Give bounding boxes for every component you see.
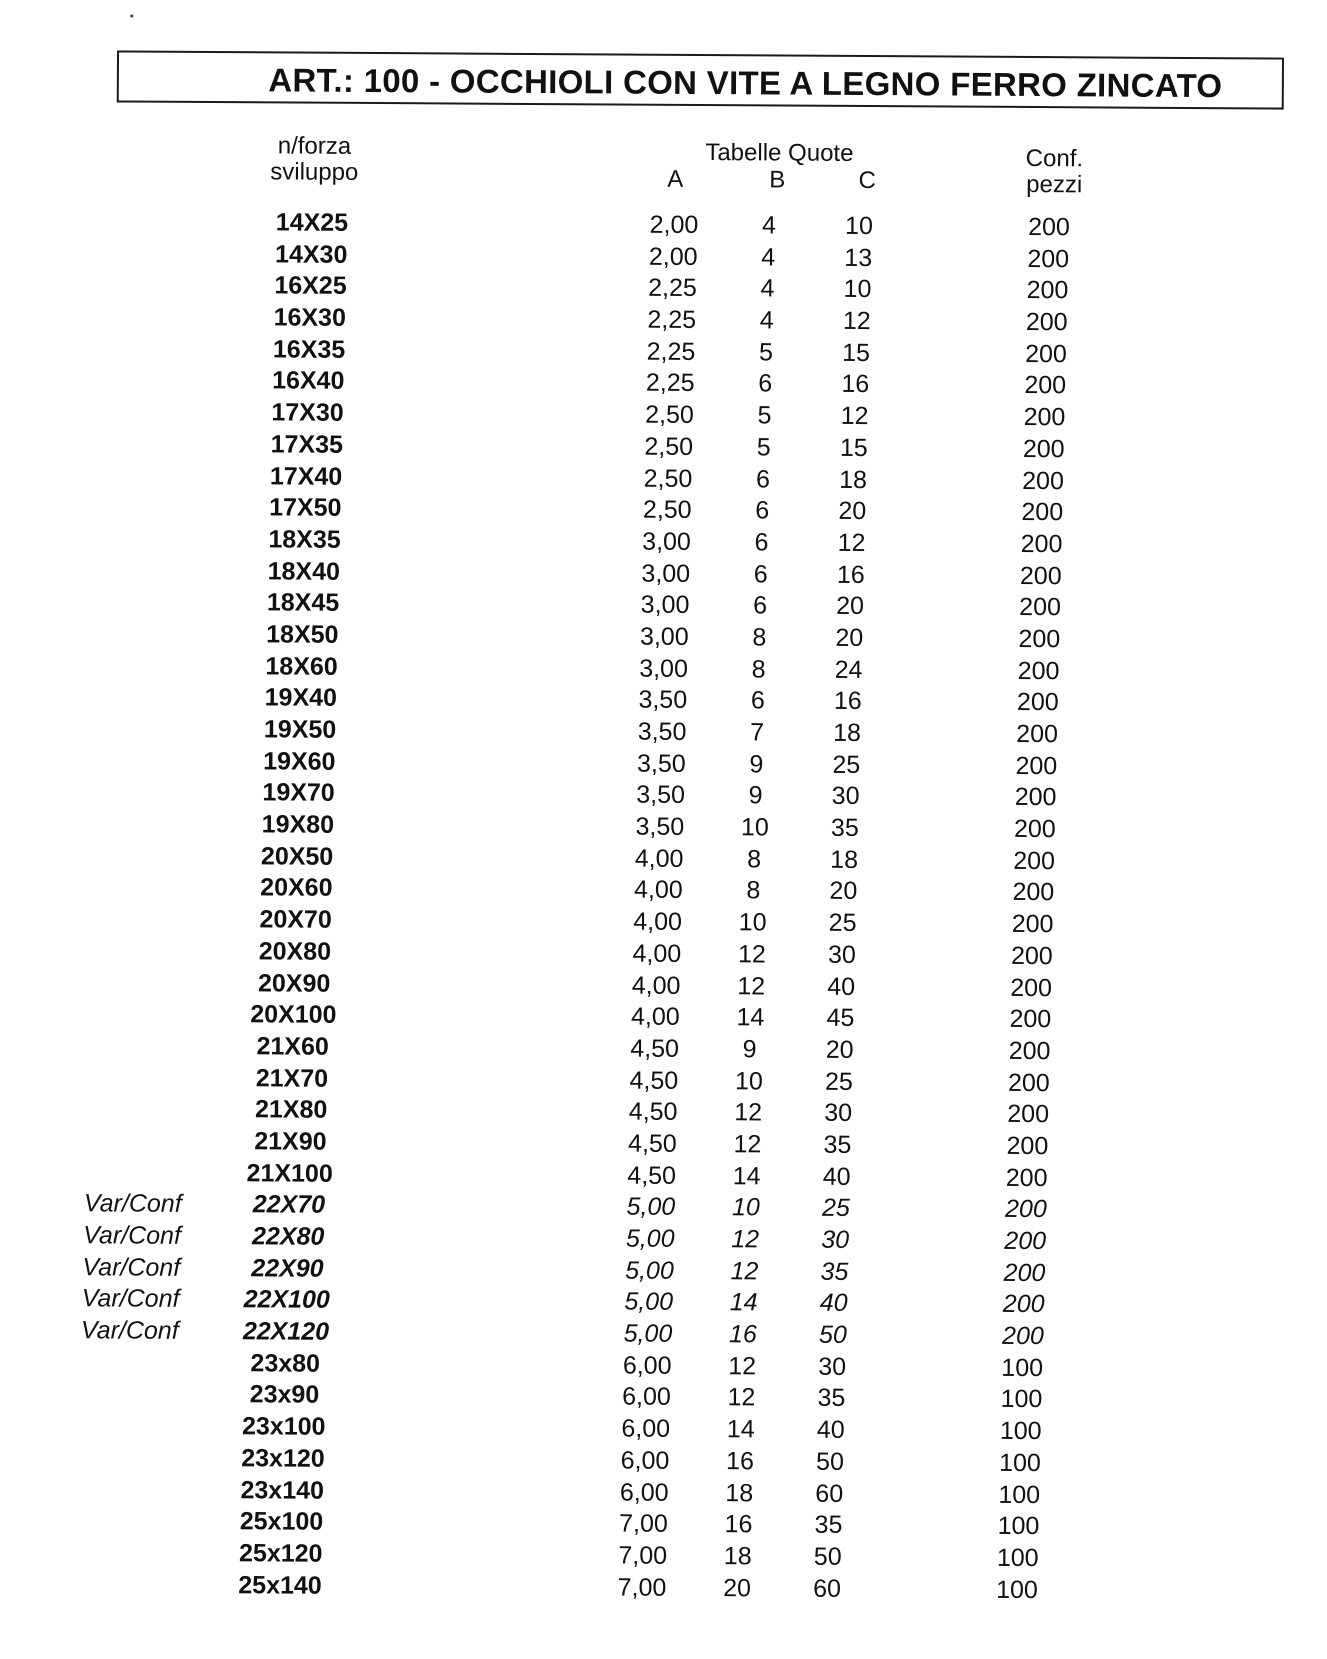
dim-c-cell: 10 — [843, 275, 872, 304]
pack-qty-cell: 200 — [1013, 846, 1056, 875]
size-cell: 16X35 — [272, 335, 346, 364]
dim-c-cell: 25 — [832, 750, 861, 779]
dim-b-cell: 9 — [742, 1035, 757, 1064]
dim-a-cell: 6,00 — [622, 1382, 671, 1412]
pack-qty-cell: 100 — [999, 1448, 1041, 1477]
variant-note — [107, 206, 217, 207]
dim-c-cell: 15 — [839, 433, 868, 462]
dim-b-cell: 12 — [730, 1256, 759, 1286]
size-cell: 18X50 — [266, 620, 339, 649]
dim-b-cell: 16 — [726, 1446, 754, 1476]
dim-b-cell: 4 — [761, 211, 777, 240]
dim-b-cell: 12 — [727, 1383, 756, 1412]
dim-c-cell: 30 — [827, 940, 856, 969]
pack-qty-cell: 100 — [1001, 1353, 1044, 1382]
dim-b-cell: 6 — [753, 559, 768, 588]
variant-note — [99, 555, 209, 556]
dim-a-cell: 5,00 — [625, 1224, 675, 1253]
dim-c-cell: 18 — [830, 845, 859, 874]
size-cell: 22X80 — [251, 1222, 325, 1251]
pack-qty-cell: 200 — [1005, 1163, 1048, 1192]
pack-qty-cell: 200 — [1016, 688, 1059, 717]
size-cell: 20X80 — [258, 937, 332, 966]
pack-qty-cell: 200 — [1016, 719, 1059, 749]
variant-note — [79, 1410, 189, 1411]
dim-c-cell: 40 — [816, 1415, 845, 1445]
dim-c-cell: 20 — [825, 1035, 854, 1064]
dim-a-cell: 2,25 — [646, 337, 696, 366]
pack-qty-cell: 100 — [997, 1512, 1040, 1541]
col-c-header: C — [858, 166, 877, 195]
dim-a-cell: 4,50 — [630, 1034, 680, 1063]
dim-a-cell: 3,00 — [639, 654, 689, 683]
pack-qty-cell: 200 — [1013, 814, 1056, 844]
pack-qty-cell: 200 — [1020, 529, 1063, 559]
pack-qty-cell: 100 — [998, 1480, 1041, 1509]
variant-note — [94, 745, 204, 746]
dim-c-cell: 25 — [824, 1067, 853, 1096]
variant-note — [103, 396, 213, 397]
size-cell: 20X50 — [260, 842, 334, 871]
size-cell: 19X40 — [264, 683, 338, 713]
dim-c-cell: 35 — [830, 813, 859, 843]
dim-a-cell: 3,50 — [637, 717, 687, 746]
pack-qty-cell: 200 — [1003, 1258, 1046, 1287]
size-cell: 23x100 — [241, 1412, 326, 1441]
variant-note — [93, 808, 203, 809]
variant-note — [104, 333, 214, 334]
size-cell: 18X35 — [268, 525, 341, 554]
pack-qty-cell: 200 — [1025, 308, 1068, 337]
dim-b-cell: 8 — [747, 845, 762, 874]
size-cell: 17X35 — [270, 430, 344, 459]
pack-qty-cell: 200 — [1021, 498, 1064, 527]
dim-b-cell: 12 — [737, 940, 766, 969]
pack-qty-cell: 100 — [996, 1543, 1039, 1572]
pack-qty-cell: 200 — [1012, 878, 1055, 907]
dim-b-cell: 10 — [734, 1066, 763, 1095]
dim-c-cell: 12 — [840, 401, 869, 431]
dim-a-cell: 3,00 — [642, 527, 691, 556]
dim-c-cell: 35 — [823, 1130, 852, 1159]
pack-qty-cell: 200 — [1014, 783, 1057, 812]
dim-a-cell: 2,25 — [645, 369, 695, 398]
variant-note — [80, 1379, 190, 1380]
dim-c-cell: 12 — [842, 306, 871, 336]
size-cell: 17X30 — [271, 398, 344, 427]
dim-c-cell: 35 — [814, 1510, 843, 1540]
variant-note — [77, 1505, 187, 1506]
pack-qty-cell: 200 — [1024, 371, 1067, 400]
dim-b-cell: 12 — [737, 971, 766, 1000]
size-cell: 22X120 — [242, 1317, 330, 1346]
pack-qty-cell: 200 — [1010, 941, 1053, 970]
variant-note — [87, 1062, 197, 1063]
dim-b-cell: 5 — [758, 338, 774, 367]
col-a-header: A — [667, 165, 684, 193]
dim-c-cell: 20 — [835, 623, 864, 652]
dim-b-cell: 8 — [746, 876, 761, 905]
dim-c-cell: 35 — [820, 1257, 849, 1286]
dim-c-cell: 60 — [813, 1574, 842, 1603]
dim-b-cell: 14 — [732, 1161, 761, 1191]
dim-b-cell: 12 — [731, 1225, 760, 1254]
size-cell: 18X60 — [265, 651, 338, 681]
scan-speck — [130, 15, 133, 18]
dim-c-cell: 50 — [813, 1542, 842, 1571]
pack-qty-cell: 200 — [1025, 339, 1067, 368]
variant-note: Var/Conf — [83, 1221, 182, 1250]
page-title: ART.: 100 - OCCHIOLI CON VITE A LEGNO FERRO ZINCATO — [268, 61, 1223, 105]
dim-a-cell: 2,00 — [648, 242, 698, 271]
dim-a-cell: 7,00 — [618, 1541, 668, 1570]
size-cell: 14X30 — [275, 240, 348, 269]
quote-header: Tabelle Quote — [705, 139, 854, 167]
dim-a-cell: 4,50 — [628, 1129, 677, 1158]
dim-b-cell: 5 — [756, 433, 771, 462]
dim-c-cell: 35 — [817, 1384, 846, 1413]
variant-note — [86, 1125, 196, 1126]
variant-note — [85, 1157, 195, 1158]
product-table — [0, 206, 1326, 1608]
size-cell: 22X100 — [243, 1285, 330, 1315]
conf-header — [1009, 146, 1099, 199]
dim-c-cell: 40 — [819, 1289, 848, 1318]
variant-note: Var/Conf — [82, 1252, 181, 1282]
size-cell: 21X80 — [254, 1095, 328, 1124]
dim-a-cell: 3,50 — [638, 685, 688, 715]
size-cell: 17X40 — [269, 461, 343, 491]
size-cell: 14X25 — [275, 208, 349, 237]
size-cell: 17X50 — [269, 493, 342, 523]
dim-a-cell: 7,00 — [619, 1509, 668, 1539]
size-cell: 16X40 — [272, 366, 345, 396]
pack-qty-cell: 200 — [1008, 1036, 1051, 1066]
dim-a-cell: 2,50 — [644, 432, 694, 461]
pack-qty-cell: 200 — [1004, 1226, 1047, 1256]
size-cell: 23x90 — [249, 1380, 320, 1410]
dim-b-cell: 18 — [725, 1478, 754, 1507]
variant-note — [101, 460, 211, 461]
variant-note — [76, 1537, 186, 1538]
dim-b-cell: 14 — [729, 1288, 758, 1317]
pack-qty-cell: 200 — [1028, 213, 1070, 242]
dim-c-cell: 30 — [824, 1099, 853, 1128]
size-cell: 20X60 — [260, 873, 333, 903]
size-cell: 22X90 — [251, 1253, 324, 1283]
pack-qty-cell: 200 — [1022, 434, 1065, 464]
variant-note — [88, 1030, 198, 1031]
dim-c-cell: 50 — [816, 1447, 844, 1476]
dim-c-cell: 16 — [833, 687, 862, 716]
dim-b-cell: 8 — [751, 654, 766, 684]
size-cell: 23x80 — [250, 1349, 321, 1378]
dim-b-cell: 10 — [738, 908, 767, 937]
variant-note — [97, 650, 207, 651]
dim-c-cell: 30 — [821, 1225, 850, 1254]
dim-b-cell: 16 — [724, 1510, 753, 1539]
pack-qty-cell: 200 — [1017, 656, 1060, 685]
dim-b-cell: 6 — [750, 686, 765, 715]
dim-b-cell: 20 — [723, 1573, 752, 1602]
dim-a-cell: 4,50 — [628, 1097, 678, 1127]
variant-note — [78, 1442, 188, 1443]
variant-note — [100, 523, 210, 524]
size-cell: 19X50 — [263, 715, 337, 744]
variant-note: Var/Conf — [83, 1189, 182, 1219]
table-row — [0, 1568, 1294, 1608]
dim-b-cell: 12 — [734, 1098, 763, 1127]
dim-c-cell: 40 — [822, 1162, 851, 1191]
pack-qty-cell: 200 — [1007, 1100, 1050, 1129]
dim-c-cell: 30 — [831, 782, 860, 811]
dim-c-cell: 18 — [833, 718, 862, 747]
dim-c-cell: 30 — [818, 1352, 847, 1381]
size-cell: 22X70 — [252, 1190, 326, 1220]
dim-c-cell: 60 — [815, 1479, 844, 1508]
size-cell: 19X80 — [261, 810, 335, 839]
pack-qty-cell: 100 — [1000, 1385, 1043, 1414]
dim-b-cell: 14 — [736, 1003, 765, 1032]
dim-a-cell: 2,50 — [643, 464, 693, 493]
variant-note — [94, 777, 204, 778]
dim-a-cell: 6,00 — [620, 1446, 670, 1475]
dim-b-cell: 7 — [750, 718, 765, 747]
dim-b-cell: 8 — [752, 623, 767, 652]
dim-b-cell: 10 — [740, 813, 769, 842]
pack-qty-cell: 200 — [1004, 1195, 1047, 1224]
size-cell: 25x100 — [239, 1507, 324, 1536]
variant-note: Var/Conf — [80, 1316, 179, 1345]
variant-note — [80, 1347, 190, 1348]
dim-a-cell: 6,00 — [619, 1478, 669, 1507]
dim-a-cell: 2,50 — [642, 495, 692, 525]
size-cell: 18X40 — [267, 556, 341, 586]
pack-qty-cell: 200 — [1019, 593, 1062, 622]
dim-a-cell: 3,50 — [635, 812, 685, 841]
variant-note — [103, 365, 213, 366]
pack-qty-cell: 200 — [1002, 1290, 1045, 1319]
variant-note — [97, 618, 207, 619]
dim-a-cell: 3,00 — [639, 622, 689, 651]
dim-a-cell: 6,00 — [622, 1351, 672, 1380]
variant-note — [96, 682, 206, 683]
dim-a-cell: 6,00 — [621, 1414, 671, 1443]
col-b-header: B — [769, 166, 786, 194]
dim-b-cell: 9 — [749, 750, 764, 779]
size-cell: 20X90 — [257, 968, 331, 998]
size-cell: 18X45 — [266, 588, 340, 618]
pack-qty-cell: 100 — [996, 1575, 1038, 1604]
dim-b-cell: 12 — [728, 1351, 757, 1381]
dim-b-cell: 10 — [731, 1193, 760, 1222]
dim-a-cell: 4,00 — [631, 971, 681, 1000]
dim-a-cell: 4,00 — [633, 907, 683, 937]
dim-a-cell: 2,00 — [649, 210, 699, 239]
variant-note — [91, 903, 201, 904]
dim-c-cell: 15 — [842, 338, 871, 367]
dim-c-cell: 40 — [827, 972, 856, 1001]
size-cell: 21X70 — [255, 1063, 329, 1093]
dim-a-cell: 4,00 — [634, 844, 684, 873]
variant-note — [98, 587, 208, 588]
size-header-line1: n/forza — [277, 132, 352, 160]
pack-qty-cell: 200 — [1015, 751, 1058, 780]
variant-note — [100, 492, 210, 493]
dim-a-cell: 2,25 — [648, 274, 697, 303]
dim-b-cell: 18 — [723, 1542, 752, 1571]
dim-b-cell: 4 — [761, 243, 776, 272]
variant-note — [92, 840, 202, 841]
pack-qty-cell: 100 — [999, 1416, 1042, 1446]
dim-b-cell: 12 — [733, 1130, 762, 1159]
dim-c-cell: 20 — [836, 592, 865, 621]
title-box — [117, 50, 1284, 109]
dim-a-cell: 4,00 — [632, 939, 682, 968]
variant-note — [90, 935, 200, 936]
variant-note — [91, 872, 201, 873]
variant-note — [89, 967, 199, 968]
dim-c-cell: 50 — [818, 1320, 847, 1349]
variant-note — [86, 1094, 196, 1095]
variant-note — [95, 713, 205, 714]
pack-qty-cell: 200 — [1006, 1131, 1049, 1161]
dim-c-cell: 25 — [828, 908, 857, 938]
size-cell: 25x120 — [238, 1539, 323, 1568]
size-cell: 19X60 — [263, 747, 336, 776]
dim-b-cell: 6 — [758, 369, 773, 398]
pack-qty-cell: 200 — [1011, 910, 1054, 939]
variant-note: Var/Conf — [81, 1284, 180, 1314]
dim-c-cell: 12 — [837, 528, 866, 557]
size-header-line2: sviluppo — [270, 158, 359, 186]
variant-note — [106, 270, 216, 271]
dim-a-cell: 3,00 — [640, 590, 690, 620]
dim-b-cell: 5 — [757, 401, 772, 430]
dim-c-cell: 20 — [829, 877, 858, 906]
dim-a-cell: 3,50 — [636, 749, 686, 778]
dim-a-cell: 5,00 — [624, 1287, 674, 1317]
dim-b-cell: 6 — [756, 464, 771, 493]
dim-b-cell: 4 — [759, 306, 774, 335]
size-cell: 25x140 — [238, 1570, 322, 1600]
dim-c-cell: 45 — [826, 1003, 855, 1033]
dim-a-cell: 4,50 — [629, 1066, 679, 1095]
dim-b-cell: 9 — [748, 781, 763, 810]
dim-b-cell: 14 — [726, 1415, 755, 1444]
dim-c-cell: 16 — [841, 370, 870, 399]
size-cell: 21X60 — [256, 1032, 329, 1061]
dim-b-cell: 6 — [754, 528, 769, 557]
size-cell: 16X30 — [273, 303, 347, 332]
dim-a-cell: 5,00 — [626, 1192, 676, 1222]
size-cell: 20X70 — [259, 905, 332, 934]
size-cell: 21X100 — [246, 1158, 333, 1188]
dim-a-cell: 5,00 — [625, 1256, 674, 1285]
variant-note — [89, 998, 199, 999]
pack-qty-cell: 200 — [1007, 1068, 1050, 1097]
pack-qty-cell: 200 — [1023, 403, 1066, 432]
pack-qty-cell: 200 — [1009, 1005, 1052, 1034]
dim-a-cell: 3,00 — [641, 559, 691, 588]
dim-c-cell: 10 — [844, 211, 873, 241]
dim-c-cell: 18 — [839, 465, 868, 494]
size-cell: 23x140 — [240, 1475, 325, 1505]
pack-qty-cell: 200 — [1010, 973, 1053, 1002]
pack-qty-cell: 200 — [1022, 466, 1064, 495]
size-header — [249, 133, 379, 186]
dim-b-cell: 6 — [753, 591, 768, 620]
variant-note — [105, 301, 215, 302]
pack-qty-cell: 200 — [1002, 1321, 1044, 1351]
dim-a-cell: 2,50 — [645, 400, 694, 430]
conf-header-line2: pezzi — [1026, 170, 1083, 199]
dim-c-cell: 24 — [834, 655, 863, 684]
dim-a-cell: 4,00 — [630, 1002, 680, 1032]
dim-c-cell: 20 — [838, 497, 867, 526]
dim-a-cell: 4,50 — [627, 1161, 677, 1190]
variant-note — [106, 238, 216, 239]
dim-a-cell: 4,00 — [633, 876, 683, 905]
dim-c-cell: 16 — [836, 560, 865, 589]
dim-a-cell: 5,00 — [623, 1319, 673, 1348]
size-cell: 21X90 — [254, 1127, 327, 1156]
size-cell: 23x120 — [241, 1444, 325, 1473]
variant-note — [75, 1569, 185, 1570]
dim-c-cell: 13 — [844, 243, 873, 272]
dim-b-cell: 16 — [728, 1320, 757, 1349]
dim-c-cell: 25 — [821, 1194, 850, 1223]
pack-qty-cell: 200 — [1018, 624, 1061, 654]
pack-qty-cell: 200 — [1019, 561, 1062, 590]
conf-header-line1: Conf. — [1025, 144, 1084, 173]
variant-note — [77, 1474, 187, 1475]
dim-a-cell: 7,00 — [617, 1573, 667, 1602]
size-cell: 20X100 — [250, 1000, 337, 1029]
size-cell: 16X25 — [274, 271, 347, 301]
pack-qty-cell: 200 — [1027, 244, 1070, 273]
variant-note — [102, 428, 212, 429]
size-cell: 19X70 — [262, 778, 335, 808]
dim-b-cell: 6 — [755, 496, 770, 525]
dim-a-cell: 2,25 — [647, 305, 697, 335]
dim-a-cell: 3,50 — [636, 780, 686, 810]
dim-b-cell: 4 — [760, 274, 775, 303]
pack-qty-cell: 200 — [1026, 276, 1069, 305]
